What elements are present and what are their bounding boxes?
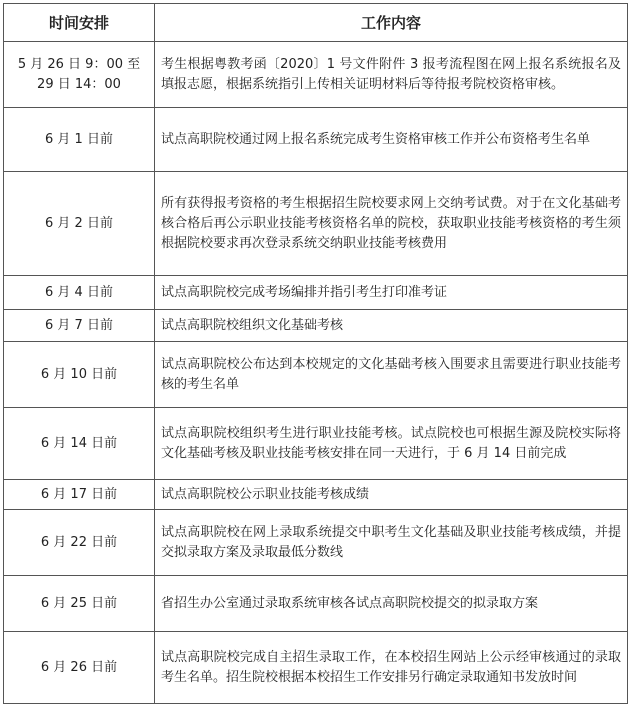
time-cell: 6 月 22 日前 [4, 510, 155, 576]
time-cell: 6 月 2 日前 [4, 172, 155, 276]
table-row [4, 480, 628, 510]
table-row [4, 172, 628, 276]
header-row [4, 4, 628, 42]
time-cell: 6 月 10 日前 [4, 342, 155, 408]
table-row [4, 276, 628, 310]
header-time: 时间安排 [4, 4, 155, 42]
table-row [4, 310, 628, 342]
content-cell: 试点高职院校通过网上报名系统完成考生资格审核工作并公布资格考生名单 [155, 108, 628, 172]
content-cell: 试点高职院校完成考场编排并指引考生打印准考证 [155, 276, 628, 310]
content-cell: 试点高职院校公示职业技能考核成绩 [155, 480, 628, 510]
content-cell: 试点高职院校组织文化基础考核 [155, 310, 628, 342]
table-row [4, 632, 628, 704]
time-cell: 6 月 17 日前 [4, 480, 155, 510]
table-row [4, 108, 628, 172]
schedule-table [3, 3, 628, 704]
time-cell: 6 月 4 日前 [4, 276, 155, 310]
time-cell: 5 月 26 日 9：00 至 29 日 14：00 [4, 42, 155, 108]
time-cell: 6 月 14 日前 [4, 408, 155, 480]
content-cell: 试点高职院校完成自主招生录取工作，在本校招生网站上公示经审核通过的录取考生名单。招生院校根据本校招生工作安排另行确定录取通知书发放时间 [155, 632, 628, 704]
table-row [4, 576, 628, 632]
time-cell: 6 月 25 日前 [4, 576, 155, 632]
content-cell: 试点高职院校组织考生进行职业技能考核。试点院校也可根据生源及院校实际将文化基础考核及职业技能考核安排在同一天进行，于 6 月 14 日前完成 [155, 408, 628, 480]
content-cell: 试点高职院校公布达到本校规定的文化基础考核入围要求且需要进行职业技能考核的考生名单 [155, 342, 628, 408]
header-content: 工作内容 [155, 4, 628, 42]
table-row [4, 342, 628, 408]
content-cell: 试点高职院校在网上录取系统提交中职考生文化基础及职业技能考核成绩，并提交拟录取方案及录取最低分数线 [155, 510, 628, 576]
time-cell: 6 月 7 日前 [4, 310, 155, 342]
content-cell: 所有获得报考资格的考生根据招生院校要求网上交纳考试费。对于在文化基础考核合格后再公示职业技能考核资格名单的院校，获取职业技能考核资格的考生须根据院校要求再次登录系统交纳职业技能考核费用 [155, 172, 628, 276]
time-cell: 6 月 26 日前 [4, 632, 155, 704]
content-cell: 考生根据粤教考函〔2020〕1 号文件附件 3 报考流程图在网上报名系统报名及填报志愿，根据系统指引上传相关证明材料后等待报考院校资格审核。 [155, 42, 628, 108]
content-cell: 省招生办公室通过录取系统审核各试点高职院校提交的拟录取方案 [155, 576, 628, 632]
table-row [4, 408, 628, 480]
time-cell: 6 月 1 日前 [4, 108, 155, 172]
table-row [4, 510, 628, 576]
table-row [4, 42, 628, 108]
